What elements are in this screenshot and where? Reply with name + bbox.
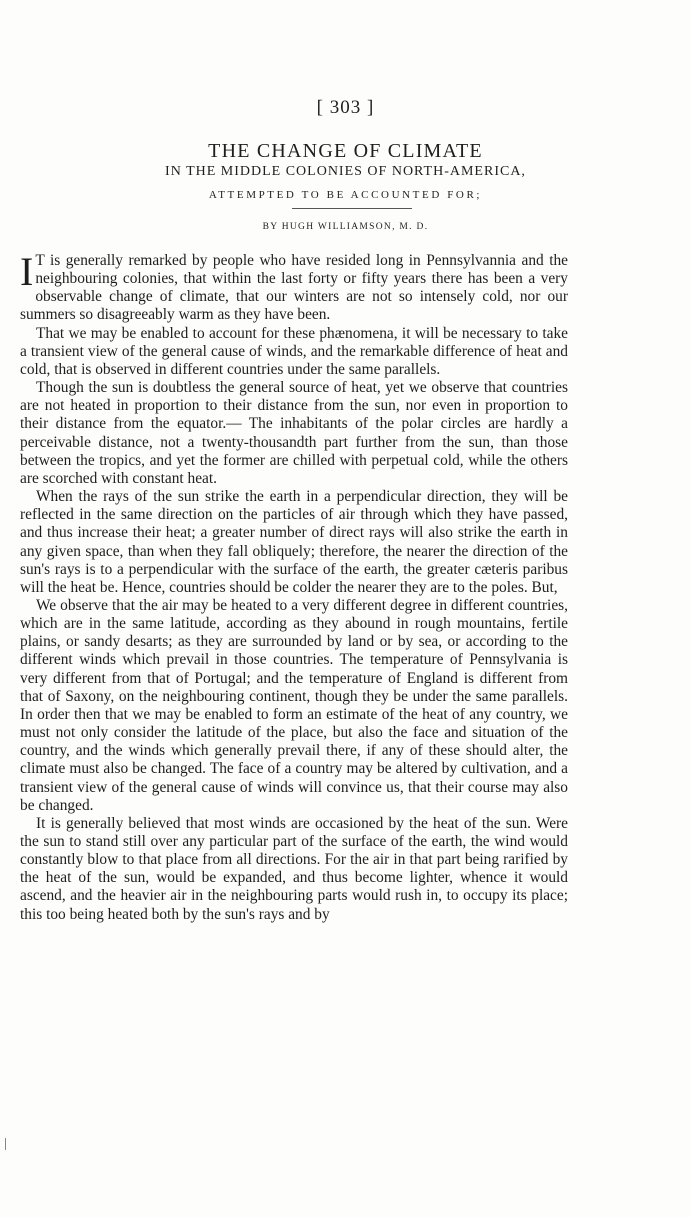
margin-mark	[5, 1138, 6, 1150]
paragraph-2: That we may be enabled to account for these phænomena, it will be necessary to take a transient view of the general cause of winds, and the remarkable difference of heat and cold, that is observed in different countries under the same parallels.	[20, 324, 568, 378]
title-divider	[292, 208, 412, 209]
article-title: THE CHANGE OF CLIMATE	[208, 140, 483, 162]
paragraph-1-text: T is generally remarked by people who have resided long in Pennsylvannia and the neighbouring colonies, that within the last forty or fifty years there has been a very observable change of climate, that our winters are not so intensely cold, nor our summers so disagreeably warm as they have been.	[20, 252, 568, 324]
article-subtitle: IN THE MIDDLE COLONIES OF NORTH-AMERICA,	[165, 164, 526, 179]
paragraph-4: When the rays of the sun strike the earth in a perpendicular direction, they will be reflected in the same direction on the particles of air through which they have passed, and thus increase their heat; a greater number of direct rays will also strike the earth in any given space, than when they fall obliquely; therefore, the nearer the direction of the sun's rays is to a perpendicular with the surface of the earth, the greater cæteris paribus will the heat be. Hence, countries should be colder the nearer they are to the poles. But,	[20, 488, 568, 596]
drop-cap: I	[20, 249, 34, 294]
article-body	[20, 249, 568, 924]
paragraph-6: It is generally believed that most winds are occasioned by the heat of the sun. Were the sun to stand still over any particular part of the surface of the earth, the wind would constantly blow to that place from all directions. For the air in that part being rarified by the heat of the sun, would be expanded, and thus become lighter, whence it would ascend, and the heavier air in the neighbouring parts would rush in, to occupy its place; this too being heated both by the sun's rays and by	[20, 814, 568, 923]
paragraph-5: We observe that the air may be heated to a very different degree in different countries, which are in the same latitude, according as they abound in rough mountains, fertile plains, or sandy desarts; as they are surrounded by land or by sea, or according to the different winds which prevail in those countries. The temperature of Pennsylvania is very different from that of Portugal; and the temperature of England is different from that of Saxony, on the neighbouring continent, though they be under the same parallels. In order then that we may be enabled to form an estimate of the heat of any country, we must not only consider the latitude of the place, but also the face and situation of the country, and the winds which generally prevail there, if any of these should alter, the climate must also be changed. The face of a country may be altered by cultivation, and a transient view of the general cause of winds will convince us, that their course may also be changed.	[20, 596, 568, 814]
paragraph-3: Though the sun is doubtless the general source of heat, yet we observe that countries are not heated in proportion to their distance from the sun, nor even in proportion to their distance from the equator.— The inhabitants of the polar circles are hardly a perceivable distance, not a twenty-thousandth part further from the sun, than those between the tropics, and yet the former are chilled with perpetual cold, while the others are scorched with constant heat.	[20, 379, 568, 487]
page-number: [ 303 ]	[316, 97, 375, 118]
article-subtitle-secondary: ATTEMPTED TO BE ACCOUNTED FOR;	[208, 189, 483, 201]
paragraph-1	[20, 249, 568, 325]
author-byline: BY HUGH WILLIAMSON, M. D.	[262, 222, 429, 232]
